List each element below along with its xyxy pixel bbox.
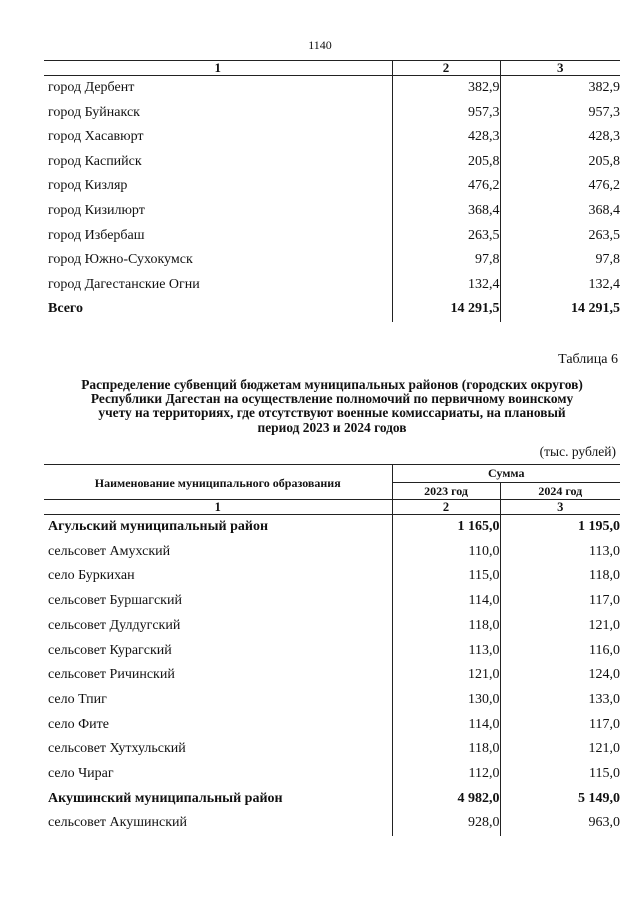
row-name: село Фите — [48, 716, 109, 732]
row-value-3: 957,3 — [500, 101, 620, 126]
row-value-3: 117,0 — [500, 589, 620, 614]
row-name: сельсовет Дулдугский — [48, 617, 181, 633]
row-name: город Кизляр — [48, 178, 128, 194]
table-row — [44, 540, 620, 565]
table-row — [44, 125, 620, 150]
table-row — [44, 150, 620, 175]
table-row — [44, 224, 620, 249]
row-value-2: 118,0 — [392, 737, 500, 762]
total-row — [44, 297, 620, 322]
column-number-1: 1 — [44, 500, 392, 515]
row-value-2: 1 165,0 — [392, 515, 500, 540]
table-row — [44, 762, 620, 787]
table-row — [44, 589, 620, 614]
table-row — [44, 199, 620, 224]
page-number: 1140 — [308, 38, 332, 52]
row-value-2: 132,4 — [392, 273, 500, 298]
row-value-3: 132,4 — [500, 273, 620, 298]
row-value-3: 476,2 — [500, 174, 620, 199]
table-row — [44, 639, 620, 664]
row-name: город Дагестанские Огни — [48, 276, 200, 292]
table-row — [44, 614, 620, 639]
table-row — [44, 564, 620, 589]
header-year-2024: 2024 год — [500, 482, 620, 500]
row-name: город Дербент — [48, 80, 135, 95]
column-number-3: 3 — [500, 61, 620, 76]
row-value-2: 118,0 — [392, 614, 500, 639]
row-value-3: 121,0 — [500, 614, 620, 639]
row-name: город Хасавюрт — [48, 129, 144, 145]
row-name: сельсовет Амухский — [48, 543, 171, 559]
row-value-2: 110,0 — [392, 540, 500, 565]
table-row — [44, 713, 620, 738]
row-name: сельсовет Акушинский — [48, 815, 188, 831]
row-value-3: 5 149,0 — [500, 787, 620, 812]
row-value-2: 205,8 — [392, 150, 500, 175]
row-name: село Чираг — [48, 766, 114, 782]
row-value-2: 368,4 — [392, 199, 500, 224]
row-value-2: 114,0 — [392, 713, 500, 738]
row-value-2: 121,0 — [392, 663, 500, 688]
row-name: Акушинский муниципальный район — [48, 790, 283, 806]
row-name: сельсовет Ричинский — [48, 667, 175, 683]
column-number-3: 3 — [500, 500, 620, 515]
row-value-2: 382,9 — [392, 76, 500, 101]
total-label: Всего — [48, 301, 83, 317]
row-value-3: 118,0 — [500, 564, 620, 589]
table-row — [44, 737, 620, 762]
header-year-2023: 2023 год — [392, 482, 500, 500]
row-value-2: 130,0 — [392, 688, 500, 713]
row-value-2: 113,0 — [392, 639, 500, 664]
table-row — [44, 248, 620, 273]
row-name: город Южно-Сухокумск — [48, 252, 193, 268]
table-heading — [44, 378, 620, 435]
table-row — [44, 688, 620, 713]
row-value-2: 4 982,0 — [392, 787, 500, 812]
total-value-2: 14 291,5 — [392, 297, 500, 322]
column-number-2: 2 — [392, 61, 500, 76]
row-value-2: 476,2 — [392, 174, 500, 199]
heading-line: Республики Дагестан на осуществление полномочий по первичному воинскому — [90, 391, 574, 407]
row-name: город Буйнакск — [48, 104, 140, 120]
heading-line: период 2023 и 2024 годов — [257, 419, 407, 435]
row-value-3: 133,0 — [500, 688, 620, 713]
row-name: город Кизилюрт — [48, 202, 145, 218]
header-name: Наименование муниципального образования — [44, 465, 392, 500]
table-header-row — [44, 61, 620, 76]
row-value-3: 1 195,0 — [500, 515, 620, 540]
row-value-3: 121,0 — [500, 737, 620, 762]
table-row — [44, 273, 620, 298]
column-number-1: 1 — [44, 61, 392, 76]
row-value-3: 115,0 — [500, 762, 620, 787]
row-value-3: 113,0 — [500, 540, 620, 565]
row-name: Агульский муниципальный район — [48, 519, 269, 534]
column-number-2: 2 — [392, 500, 500, 515]
row-value-2: 112,0 — [392, 762, 500, 787]
row-value-2: 957,3 — [392, 101, 500, 126]
row-value-3: 428,3 — [500, 125, 620, 150]
row-value-3: 124,0 — [500, 663, 620, 688]
row-value-2: 115,0 — [392, 564, 500, 589]
row-value-2: 114,0 — [392, 589, 500, 614]
table-column-numbers — [44, 500, 620, 515]
row-value-2: 928,0 — [392, 811, 500, 836]
row-value-3: 263,5 — [500, 224, 620, 249]
municipal-table-continued — [44, 60, 620, 322]
row-value-3: 97,8 — [500, 248, 620, 273]
unit-label: (тыс. рублей) — [539, 444, 616, 459]
heading-line: учету на территориях, где отсутствуют военные комиссариаты, на плановый — [98, 405, 566, 421]
table-row — [44, 76, 620, 101]
row-value-3: 117,0 — [500, 713, 620, 738]
row-name: сельсовет Курагский — [48, 642, 172, 658]
row-value-2: 263,5 — [392, 224, 500, 249]
row-name: село Буркихан — [48, 568, 135, 584]
row-name: город Каспийск — [48, 153, 142, 169]
row-value-2: 97,8 — [392, 248, 500, 273]
table-row — [44, 515, 620, 540]
row-name: сельсовет Буршагский — [48, 593, 182, 609]
table-row — [44, 174, 620, 199]
row-value-3: 368,4 — [500, 199, 620, 224]
subvention-table — [44, 464, 620, 836]
table-label: Таблица 6 — [558, 352, 618, 367]
table-row — [44, 811, 620, 836]
row-value-3: 382,9 — [500, 76, 620, 101]
row-value-2: 428,3 — [392, 125, 500, 150]
row-value-3: 963,0 — [500, 811, 620, 836]
row-name: село Тпиг — [48, 691, 107, 707]
table-row — [44, 663, 620, 688]
row-name: сельсовет Хутхульский — [48, 741, 186, 757]
total-value-3: 14 291,5 — [500, 297, 620, 322]
row-name: город Избербаш — [48, 227, 145, 243]
header-sum: Сумма — [392, 465, 620, 483]
row-value-3: 116,0 — [500, 639, 620, 664]
table-header-row — [44, 465, 620, 483]
row-value-3: 205,8 — [500, 150, 620, 175]
heading-line: Распределение субвенций бюджетам муниципальных районов (городских округов) — [81, 377, 583, 392]
table-row — [44, 787, 620, 812]
table-row — [44, 101, 620, 126]
